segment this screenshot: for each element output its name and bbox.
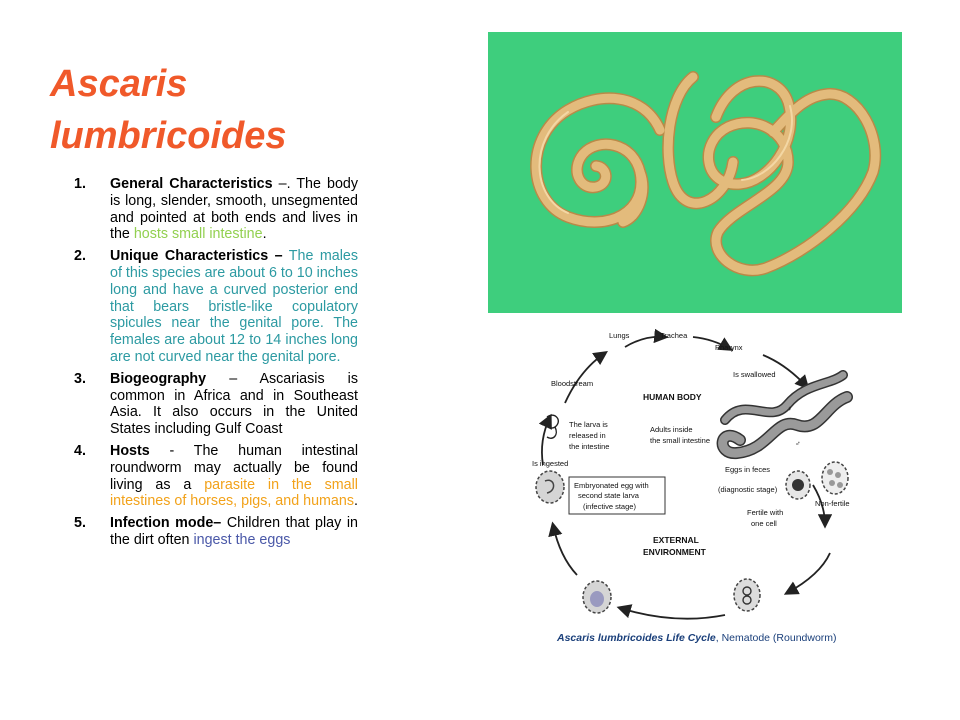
- list-item: [74, 515, 358, 549]
- item-heading: General Characteristics: [110, 176, 273, 192]
- slide-title: [50, 58, 370, 162]
- egg-in-feces-icon: [786, 471, 810, 499]
- label-larva-line3: the intestine: [569, 442, 610, 451]
- roundworm-photo: [488, 32, 902, 313]
- label-swallowed: Is swallowed: [733, 370, 776, 379]
- item-heading: Biogeography: [110, 370, 207, 387]
- item-tail: .: [353, 493, 358, 510]
- item-number: 5.: [74, 515, 86, 532]
- item-separator: –: [206, 370, 260, 387]
- item-highlight: ingest the eggs: [193, 531, 291, 548]
- item-text: Ascariasis is common in Africa and in Southeast Asia. It also occurs in the United States including Gulf Coast: [110, 370, 358, 438]
- label-pharynx: Pharynx: [715, 343, 743, 352]
- label-embryo-line3: (infective stage): [583, 502, 636, 511]
- roundworm-illustration: [488, 32, 902, 313]
- label-bloodstream: Bloodstream: [551, 379, 594, 388]
- label-adults-line2: the small intestine: [650, 436, 711, 445]
- label-adults-line1: Adults inside: [650, 425, 693, 434]
- label-embryo-line1: Embryonated egg with: [574, 481, 649, 490]
- developing-egg-icon: [583, 581, 611, 613]
- label-larva-line1: The larva is: [569, 420, 608, 429]
- item-number: 3.: [74, 370, 86, 387]
- label-external-line2: ENVIRONMENT: [643, 547, 706, 557]
- item-text: Children that play in the dirt often: [110, 515, 358, 548]
- label-human-body: HUMAN BODY: [643, 392, 702, 402]
- item-separator: –.: [272, 176, 297, 192]
- item-highlight: parasite in the small intestines of horses, pigs, and humans: [110, 476, 358, 510]
- female-symbol: ♀: [787, 404, 793, 413]
- item-number: 1.: [74, 176, 86, 192]
- label-lungs: Lungs: [609, 331, 630, 340]
- item-highlight: The males of this species are about 6 to 10 inches long and have a curved posterior end that bears bristle-like copulatory spicules near the genital pore. The females are about 12 to 14 inches long are not curved near the genital pore.: [110, 248, 358, 365]
- life-cycle-diagram: [525, 325, 865, 650]
- item-text: The body is long, slender, smooth, unsegmented and pointed at both ends and lives in the: [110, 176, 358, 243]
- label-nonfertile: Non-fertile: [815, 499, 850, 508]
- item-tail: .: [262, 226, 267, 243]
- item-number: 2.: [74, 248, 86, 265]
- label-fertile-line2: one cell: [751, 519, 777, 528]
- item-highlight: hosts small intestine: [133, 226, 263, 243]
- nonfertile-egg-icon: [822, 462, 848, 494]
- embryonated-egg-icon: [536, 471, 564, 503]
- male-symbol: ♂: [795, 439, 801, 448]
- title-line-1: Ascaris: [50, 63, 188, 105]
- list-item: [74, 371, 358, 438]
- label-trachea: Trachea: [660, 331, 688, 340]
- label-fertile-line1: Fertile with: [747, 508, 784, 517]
- label-ingested: Is ingested: [532, 459, 569, 468]
- item-heading: Hosts: [110, 442, 150, 459]
- fertile-egg-icon: [734, 579, 760, 611]
- list-item: [74, 248, 358, 366]
- label-eggs-feces: Eggs in feces: [725, 465, 771, 474]
- characteristics-list: [74, 176, 358, 554]
- list-item: [74, 176, 358, 243]
- life-cycle-svg: [525, 325, 865, 650]
- title-line-2: lumbricoides: [50, 115, 287, 157]
- caption-bold: Ascaris lumbricoides Life Cycle: [557, 632, 716, 644]
- item-heading: Unique Characteristics –: [110, 248, 283, 265]
- label-external-line1: EXTERNAL: [653, 535, 699, 545]
- label-larva-line2: released in: [569, 431, 606, 440]
- item-separator: -: [149, 442, 194, 459]
- label-diagnostic-stage: (diagnostic stage): [718, 485, 778, 494]
- caption-rest: , Nematode (Roundworm): [715, 632, 837, 644]
- item-number: 4.: [74, 442, 86, 459]
- label-embryo-line2: second state larva: [578, 491, 639, 500]
- item-heading: Infection mode–: [110, 515, 222, 532]
- list-item: [74, 443, 358, 510]
- item-text: The human intestinal roundworm may actually be found living as a: [110, 442, 358, 493]
- diagram-caption: [557, 632, 857, 644]
- adult-worms-illustration: [723, 375, 847, 453]
